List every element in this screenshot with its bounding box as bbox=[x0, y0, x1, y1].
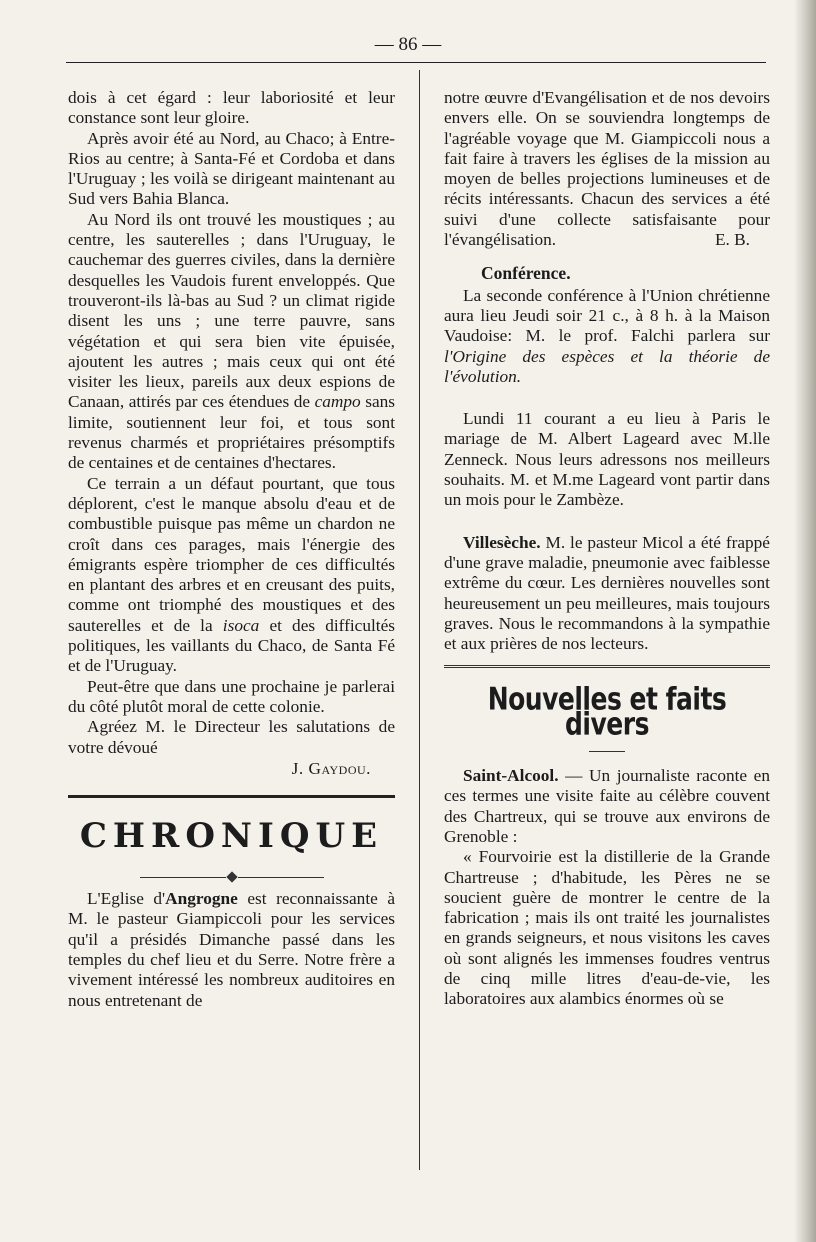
short-divider bbox=[589, 751, 625, 752]
paragraph bbox=[444, 88, 770, 250]
paragraph bbox=[444, 286, 770, 387]
header-rule bbox=[66, 62, 766, 63]
italic-term: isoca bbox=[222, 615, 260, 635]
paragraph: Après avoir été au Nord, au Chaco; à Entre-Rios au centre; à Santa-Fé et Cordoba et dans l'Uruguay ; les voilà se dirigeant maintenant au Sud vers Bahia Blanca. bbox=[68, 128, 395, 209]
text-run: L'Eglise d' bbox=[87, 889, 166, 909]
text-run: — Un journaliste raconte en ces termes une visite faite au célèbre couvent des Chartreux, qui se trouve aux environs de Grenoble : bbox=[444, 766, 770, 846]
spacer bbox=[444, 511, 770, 533]
paragraph: « Fourvoirie est la distillerie de la Grande Chartreuse ; d'habitude, les Pères ne se soucient guère de montrer le centre de la fabrication ; mais ils ont traité les journalistes en grands seigneurs, et nous visitons les caves où sont alignés les immenses foudres ventrus de cinq mille litres d'eau-de-vie, les laboratoires aux alambics énormes où se bbox=[444, 847, 770, 1009]
paragraph bbox=[444, 533, 770, 655]
italic-term: campo bbox=[314, 392, 361, 412]
paragraph: dois à cet égard : leur laboriosité et leur constance sont leur gloire. bbox=[68, 88, 395, 128]
text-run: M. le pasteur Micol a été frappé d'une grave maladie, pneumonie avec faiblesse extrême du cœur. Les dernières nouvelles sont heureusement un peu meilleures, mais toujours graves. Nous le recommandons à la sympathie et aux prières de nos lecteurs. bbox=[444, 532, 770, 654]
section-title: CHRONIQUE bbox=[79, 816, 384, 857]
paragraph bbox=[68, 474, 395, 677]
paragraph bbox=[68, 889, 395, 1011]
run-in-heading: Villesèche. bbox=[463, 532, 541, 552]
page-number: — 86 — bbox=[374, 34, 442, 55]
section-title: Nouvelles et faits divers bbox=[487, 681, 727, 743]
right-column bbox=[444, 88, 770, 1010]
page-edge-shadow bbox=[794, 0, 816, 1242]
text-run: est reconnaissante à M. le pasteur Giampiccoli pour les services qu'il a présidés Dimanche passé dans les temples du chef lieu et du Serre. Notre frère a vivement intéressé les nombreux auditoires en nous entretenant de bbox=[68, 889, 395, 1010]
text-run: notre œuvre d'Evangélisation et de nos devoirs envers elle. On se souviendra longtemps de l'agréable voyage que M. Giampiccoli nous a fait faire à travers les églises de la mission au moyen de belles projections lumineuses et de récits intéressants. Chacun des services a été suivi d'une collecte satisfaisante pour l'évangélisation. bbox=[444, 88, 770, 250]
paragraph: Lundi 11 courant a eu lieu à Paris le mariage de M. Albert Lageard avec M.lle Zenneck. Nous leurs adressons nos meilleurs souhaits. M. et M.me Lageard vont partir dans un mois pour le Zambèze. bbox=[444, 409, 770, 510]
italic-title: l'Origine des espèces et la théorie de l'évolution. bbox=[444, 346, 770, 386]
column-divider bbox=[419, 70, 420, 1170]
section-rule bbox=[444, 665, 770, 668]
text-run: Au Nord ils ont trouvé les moustiques ; au centre, les sauterelles ; dans l'Uruguay, le cauchemar des guerres civiles, dans la dernière desquelles les Vaudois furent enveloppés. Que trouveront-ils là-bas au Sud ? un climat rigide disent les uns ; une terre pauvre, sans végétation et qui sera bien vite épuisée, ajoutent les autres ; mais ceux qui ont été visiter les lieux, pareils aux deux espions de Canaan, attirés par ces étendues de bbox=[68, 209, 395, 412]
text-run: sans limite, soutiennent leur foi, et tous sont revenus charmés et propriétaires présomptifs de centaines et de centaines d'hectares. bbox=[68, 392, 395, 473]
text-run: et des difficultés politiques, les vaillants du Chaco, de Santa Fé et de l'Uruguay. bbox=[68, 615, 395, 676]
paragraph: Peut-être que dans une prochaine je parlerai du côté plutôt moral de cette colonie. bbox=[68, 676, 395, 716]
paragraph: Agréez M. le Directeur les salutations de votre dévoué bbox=[68, 717, 395, 757]
spacer bbox=[444, 387, 770, 409]
paragraph bbox=[68, 210, 395, 474]
initials-signature: E. B. bbox=[714, 230, 750, 250]
left-column bbox=[68, 88, 395, 1011]
paragraph bbox=[444, 766, 770, 847]
run-in-heading: Saint-Alcool. bbox=[463, 766, 559, 786]
subheading: Conférence. bbox=[481, 263, 571, 284]
place-name: Angrogne bbox=[165, 889, 238, 909]
section-rule bbox=[68, 795, 395, 798]
signature: J. Gaydou. bbox=[291, 758, 371, 778]
ornament-divider bbox=[68, 866, 395, 874]
text-run: Ce terrain a un défaut pourtant, que tous déplorent, c'est le manque absolu d'eau et de combustible puisque pas même un chardon ne croît dans ces parages, mais l'énergie des émigrants espère triompher de ces difficultés en plantant des arbres et en creusant des puits, comme ont triomphé des moustiques et des sauterelles et de la bbox=[68, 473, 395, 635]
text-run: La seconde conférence à l'Union chrétienne aura lieu Jeudi soir 21 c., à 8 h. à la Maison Vaudoise: M. le prof. Falchi parlera sur bbox=[444, 285, 770, 346]
